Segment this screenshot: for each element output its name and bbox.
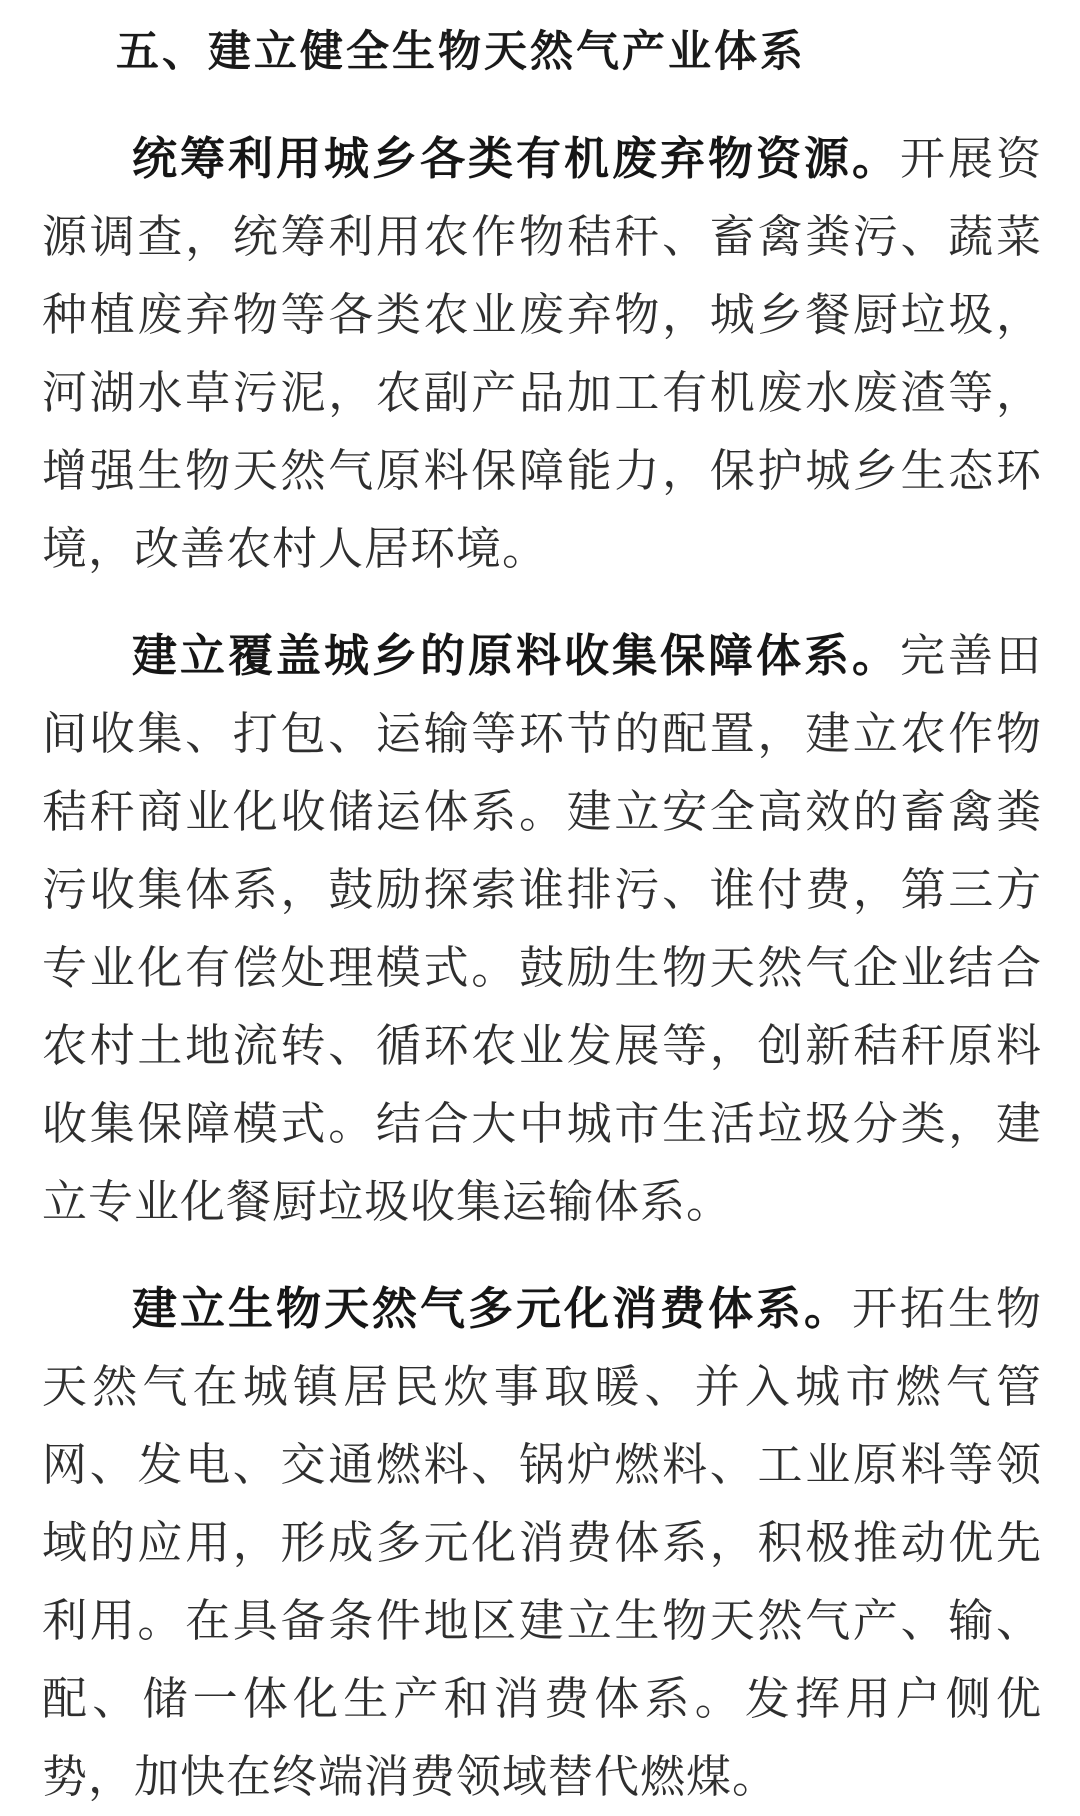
paragraph-text: 开拓生物天然气在城镇居民炊事取暖、并入城市燃气管网、发电、交通燃料、锅炉燃料、工业原料等领域的应用，形成多元化消费体系，积极推动优先利用。在具备条件地区建立生物天然气产、输、配、储一体化生产和消费体系。发挥用户侧优势，加快在终端消费领域替代燃煤。	[42, 1283, 1042, 1802]
paragraph-text: 完善田间收集、打包、运输等环节的配置，建立农作物秸秆商业化收储运体系。建立安全高效的畜禽粪污收集体系，鼓励探索谁排污、谁付费，第三方专业化有偿处理模式。鼓励生物天然气企业结合农村土地流转、循环农业发展等，创新秸秆原料收集保障模式。结合大中城市生活垃圾分类，建立专业化餐厨垃圾收集运输体系。	[42, 630, 1042, 1227]
paragraph-lead: 建立覆盖城乡的原料收集保障体系。	[132, 630, 900, 681]
paragraph	[42, 1270, 1042, 1816]
paragraph-lead: 建立生物天然气多元化消费体系。	[132, 1283, 852, 1334]
paragraph-lead: 统筹利用城乡各类有机废弃物资源。	[132, 133, 900, 184]
paragraph-text: 开展资源调查，统筹利用农作物秸秆、畜禽粪污、蔬菜种植废弃物等各类农业废弃物，城乡餐厨垃圾，河湖水草污泥，农副产品加工有机废水废渣等，增强生物天然气原料保障能力，保护城乡生态环境，改善农村人居环境。	[42, 133, 1042, 574]
paragraph	[42, 120, 1042, 588]
paragraph	[42, 617, 1042, 1241]
section-heading: 五、建立健全生物天然气产业体系	[116, 28, 806, 76]
